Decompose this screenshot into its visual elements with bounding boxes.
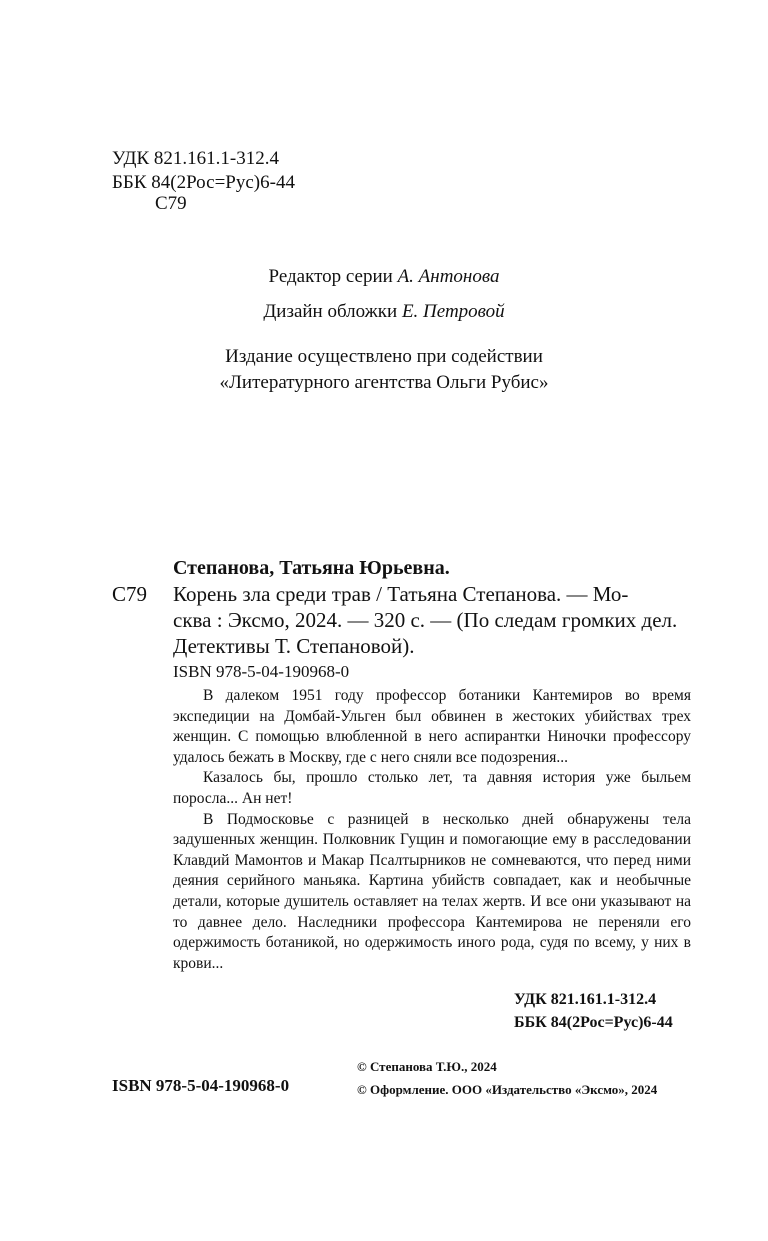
publication-note-line-2: «Литературного агентства Ольги Рубис» — [219, 372, 549, 393]
series-editor-credit — [0, 265, 768, 289]
annotation — [173, 686, 691, 974]
cover-design-name: Е. Петровой — [401, 301, 505, 322]
copyright-author: © Степанова Т.Ю., 2024 — [357, 1059, 497, 1074]
annotation-paragraph: В Подмосковье с разницей в несколько дней обнаружены тела задушенных женщин. Полковник Гущин и помогающие ему в расследовании Клавдий Мамонтов и Макар Псалтырников не сомневаются, что перед ними деяния серийного маньяка. Картина убийств совпадает, как и необычные детали, которые душитель оставляет на телах жертв. И все они указывают на то давнее дело. Наследники профессора Кантемирова не переняли его одержимость ботаникой, но одержимость иного рода, судя по всему, у них в крови... — [173, 810, 691, 972]
udk-code: УДК 821.161.1-312.4 — [112, 148, 279, 169]
footer-isbn: ISBN 978-5-04-190968-0 — [112, 1076, 290, 1095]
footer-udk: УДК 821.161.1-312.4 — [514, 991, 657, 1008]
annotation-paragraph: В далеком 1951 году профессор ботаники Кантемиров во время экспедиции на Домбай-Ульген был обвинен в жестоких убийствах трех женщин. С помощью влюбленной в него аспирантки Ниночки профессору удалось бежать в Москву, где с него сняли все подозрения... — [173, 687, 691, 766]
record-line-3: Детективы Т. Степановой). — [173, 634, 415, 658]
record-mark: С79 — [112, 582, 148, 606]
author-mark: С79 — [155, 193, 187, 214]
record-isbn: ISBN 978-5-04-190968-0 — [173, 662, 350, 681]
bbk-code: ББК 84(2Рос=Рус)6-44 — [112, 172, 295, 193]
copyright-design: © Оформление. ООО «Издательство «Эксмо», 2024 — [357, 1082, 658, 1097]
record-line-1: Корень зла среди трав / Татьяна Степанова. — Мо- — [173, 582, 629, 606]
record-line-2: сква : Эксмо, 2024. — 320 с. — (По следам громких дел. — [173, 608, 678, 632]
publication-note-line-1: Издание осуществлено при содействии — [225, 346, 543, 367]
series-editor-name: А. Антонова — [397, 266, 500, 287]
footer-bbk: ББК 84(2Рос=Рус)6-44 — [514, 1014, 673, 1031]
cover-design-label: Дизайн обложки — [263, 301, 398, 322]
series-editor-label: Редактор серии — [268, 266, 393, 287]
record-author: Степанова, Татьяна Юрьевна. — [173, 557, 450, 579]
cover-design-credit — [0, 300, 768, 324]
annotation-paragraph: Казалось бы, прошло столько лет, та давняя история уже быльем поросла... Ан нет! — [173, 769, 691, 807]
